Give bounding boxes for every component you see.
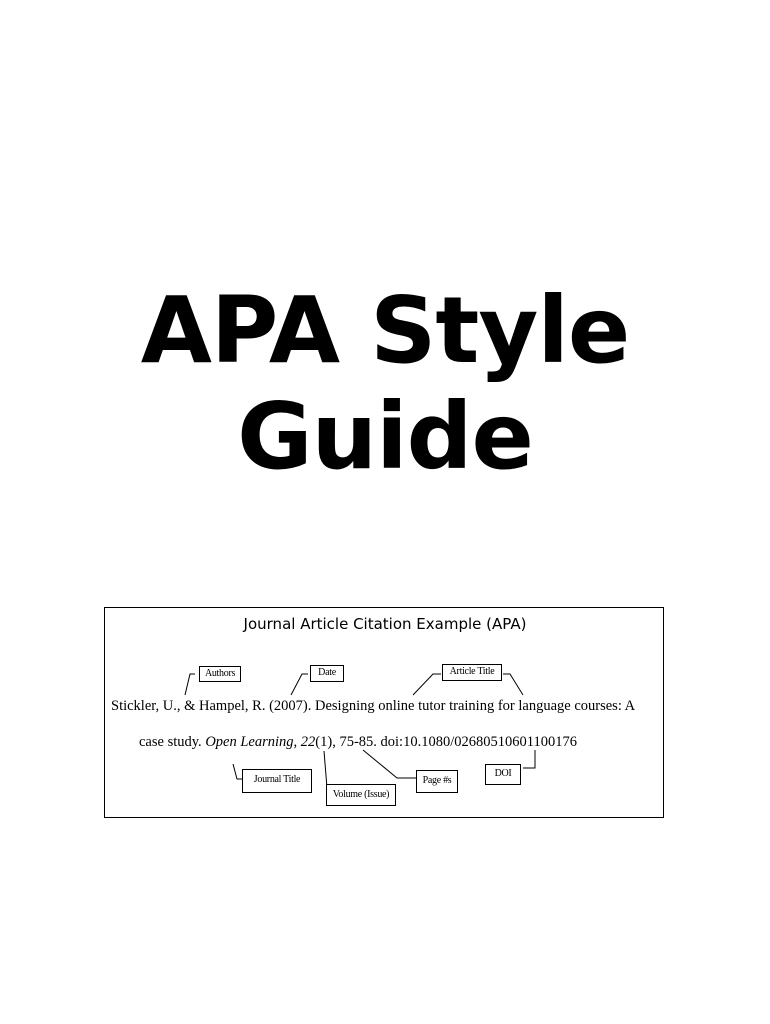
- citation-volume: 22: [300, 734, 316, 750]
- volume-connector: [324, 751, 327, 788]
- date-connector: [291, 674, 308, 695]
- journal-title-connector: [233, 764, 242, 779]
- authors-connector: [185, 674, 195, 695]
- citation-line-2: [139, 734, 577, 751]
- citation-article-end: case study.: [139, 734, 206, 750]
- article-title-connector-right: [503, 674, 523, 695]
- citation-example-figure: [104, 607, 664, 818]
- pages-connector: [363, 750, 416, 778]
- citation-journal-title: Open Learning,: [205, 734, 298, 750]
- date-label: Date: [310, 665, 344, 682]
- page-title-line-1: APA Style: [140, 277, 630, 384]
- page-title-line-2: Guide: [237, 383, 533, 490]
- article-title-connector-left: [413, 674, 441, 695]
- page-title: [0, 278, 770, 490]
- citation-issue-pages-doi: (1), 75-85. doi:10.1080/02680510601100176: [315, 734, 577, 750]
- volume-issue-label: Volume (Issue): [326, 784, 396, 806]
- authors-label: Authors: [199, 666, 241, 682]
- figure-heading: Journal Article Citation Example (APA): [243, 615, 527, 633]
- article-title-label: Article Title: [442, 664, 502, 681]
- doi-label: DOI: [485, 764, 521, 785]
- citation-line-1: Stickler, U., & Hampel, R. (2007). Designing online tutor training for language courses: A: [111, 698, 636, 714]
- pages-label: Page #s: [416, 770, 458, 793]
- journal-title-label: Journal Title: [242, 769, 312, 793]
- doi-connector: [523, 750, 535, 768]
